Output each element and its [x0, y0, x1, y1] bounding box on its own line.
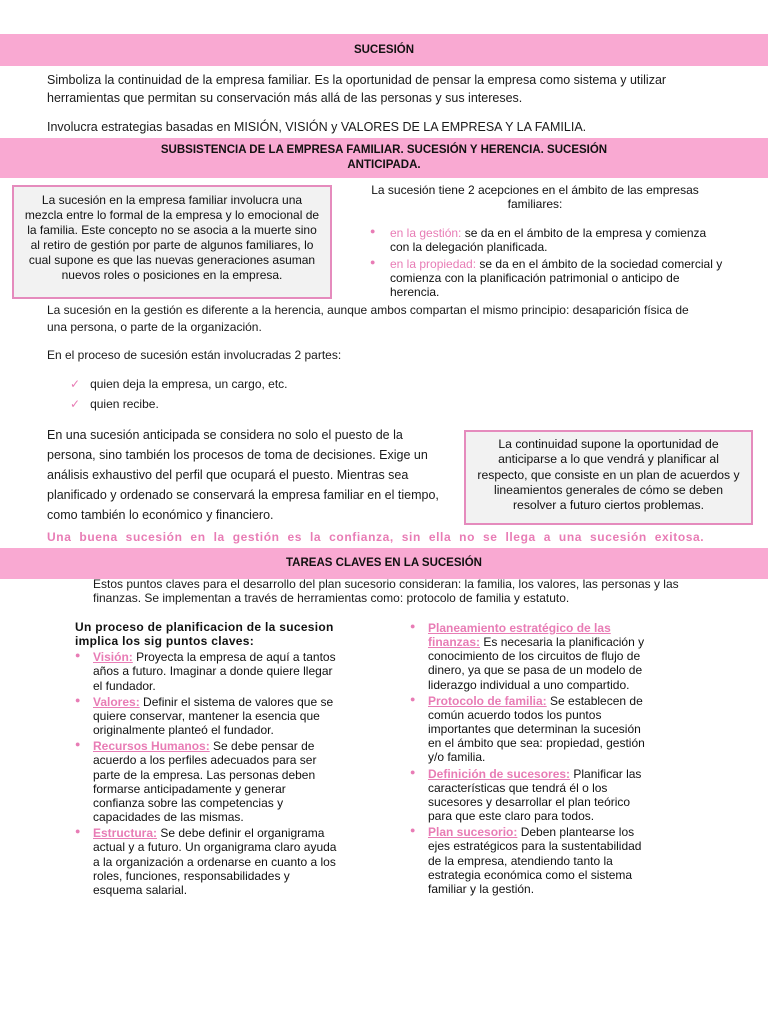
bullet-icon: ● — [370, 256, 376, 267]
callout-box-continuidad-text: La continuidad supone la oportunidad de anticiparse a lo que vendrá y planificar al respecto, que consiste en un plan de acuerdos y lineamientos generales de cómo se deben resolver a futuro ciertos problemas. — [477, 437, 740, 512]
left-heading: Un proceso de planificacion de la sucesion implica los sig puntos claves: — [75, 620, 334, 649]
left-item-estructura — [50, 826, 340, 897]
right-item-plan — [385, 825, 650, 896]
tareas-intro-paragraph: Estos puntos claves para el desarrollo del plan sucesorio consideran: la familia, los valores, las personas y las finanzas. Se implementan a través de herramientas como: protocolo de familia y estatuto. — [93, 577, 679, 606]
callout-box-sucesion — [12, 185, 332, 299]
intro-paragraph: Simboliza la continuidad de la empresa familiar. Es la oportunidad de pensar la empresa como sistema y utilizar herramientas que permitan su conservación más allá de las personas y sus intereses. — [47, 73, 667, 106]
item-term: Protocolo de familia: — [428, 693, 547, 708]
bullet-icon: ● — [410, 766, 416, 777]
left-item-recursos — [50, 739, 340, 824]
parte-text: quien deja la empresa, un cargo, etc. — [90, 377, 288, 391]
check-icon: ✓ — [70, 377, 81, 391]
item-text: Se debe definir el organigrama actual y a futuro. Un organigrama claro ayuda a la organización a ordenarse en cuanto a los roles, funciones, responsabilidades y esquema salarial. — [93, 826, 337, 897]
item-term: Visión: — [93, 650, 133, 665]
item-term: Definición de sucesores: — [428, 766, 571, 781]
anticipada-paragraph: En una sucesión anticipada se considera no solo el puesto de la persona, sino también los procesos de toma de decisiones. Exige un análisis exhaustivo del perfil que ocupará el puesto. Mientras sea planificado y ordenado se conservará la empresa familiar en el tiempo, como también lo económico y financiero. — [47, 428, 439, 522]
section-header-subsistencia — [0, 138, 768, 178]
partes-paragraph: En el proceso de sucesión están involucradas 2 partes: — [47, 348, 342, 362]
right-item-protocolo — [385, 694, 650, 765]
acepcion-term: en la gestión: — [390, 225, 462, 240]
item-text: Se debe pensar de acuerdo a los perfiles adecuados para ser parte de la empresa. Las personas deben formarse anticipadamente y generar confianza sobre las competencias y capacidades de las mismas. — [93, 739, 317, 825]
acepcion-text: se da en el ámbito de la empresa y comienza con la delegación planificada. — [390, 225, 707, 255]
item-text: Se establecen de común acuerdo todos los puntos importantes que determinan la sucesión en el ámbito que sea: propiedad, gestión y/o familia. — [428, 693, 645, 765]
strategies-paragraph: Involucra estrategias basadas en MISIÓN, VISIÓN y VALORES DE LA EMPRESA Y LA FAMILIA. — [47, 120, 587, 134]
parte-item — [70, 396, 159, 413]
right-column — [385, 621, 650, 898]
bullet-icon: ● — [75, 694, 81, 705]
item-text: Es necesaria la planificación y conocimiento de los circuitos de flujo de dinero, ya que se pasa de un modelo de liderazgo individual a uno compartido. — [428, 635, 645, 692]
item-term: Estructura: — [93, 826, 158, 841]
callout-box-sucesion-text: La sucesión en la empresa familiar involucra una mezcla entre lo formal de la empresa y lo emocional de la familia. Este concepto no se asocia a la muerte sino al retiro de gestión por parte de algunos familiares, lo cual supone es que las nuevas generaciones asuman nuevos roles o posiciones en la empresa. — [24, 193, 320, 282]
item-term: Recursos Humanos: — [93, 739, 210, 754]
parte-item — [70, 376, 288, 393]
bullet-icon: ● — [410, 621, 416, 631]
section-header-tareas: TAREAS CLAVES EN LA SUCESIÓN — [0, 548, 768, 579]
highlight-confianza: Una buena sucesión en la gestión es la confianza, sin ella no se llega a una sucesión exitosa. — [47, 530, 705, 544]
bullet-icon: ● — [370, 225, 376, 236]
acepciones-intro: La sucesión tiene 2 acepciones en el ámbito de las empresas familiares: — [371, 183, 699, 212]
bullet-icon: ● — [410, 693, 416, 704]
right-item-finanzas — [385, 621, 650, 692]
item-text: Definir el sistema de valores que se quiere conservar, mantener la esencia que originalmente planteó el fundador. — [93, 694, 334, 738]
item-term: Plan sucesorio: — [428, 825, 518, 840]
gestion-paragraph: La sucesión en la gestión es diferente a la herencia, aunque ambos compartan el mismo principio: desaparición física de una persona, o parte de la organización. — [47, 303, 689, 335]
item-text: Deben plantearse los ejes estratégicos para la sustentabilidad de la empresa, atendiendo tanto la estrategia económica como el sistema familiar y la gestión. — [428, 825, 642, 896]
check-icon: ✓ — [70, 397, 81, 411]
acepcion-propiedad — [345, 257, 725, 300]
item-term: Valores: — [93, 694, 140, 709]
bullet-icon: ● — [75, 739, 81, 750]
item-text: Proyecta la empresa de aquí a tantos años a futuro. Imaginar a donde quiere llegar el fundador. — [93, 650, 336, 693]
left-item-vision — [50, 650, 340, 692]
left-item-valores — [50, 695, 340, 737]
acepciones-block — [345, 183, 725, 302]
acepcion-gestion — [345, 226, 725, 255]
bullet-icon: ● — [75, 826, 81, 837]
item-text: Planificar las características que tendrá él o los sucesores y desarrollar el plan teórico para que este claro para todos. — [428, 766, 642, 824]
bullet-icon: ● — [75, 650, 81, 661]
section-header-sucesion: SUCESIÓN — [0, 34, 768, 66]
item-term: Planeamiento estratégico de las finanzas: — [428, 621, 611, 650]
callout-box-continuidad — [464, 430, 753, 525]
bullet-icon: ● — [410, 825, 416, 836]
acepcion-text: se da en el ámbito de la sociedad comercial y comienza con la planificación patrimonial o anticipo de herencia. — [390, 256, 723, 300]
left-column — [50, 620, 340, 899]
header-subsistencia-text: SUBSISTENCIA DE LA EMPRESA FAMILIAR. SUCESIÓN Y HERENCIA. SUCESIÓN ANTICIPADA. — [160, 144, 608, 171]
parte-text: quien recibe. — [90, 397, 159, 411]
right-item-sucesores — [385, 767, 650, 824]
acepcion-term: en la propiedad: — [390, 256, 477, 271]
